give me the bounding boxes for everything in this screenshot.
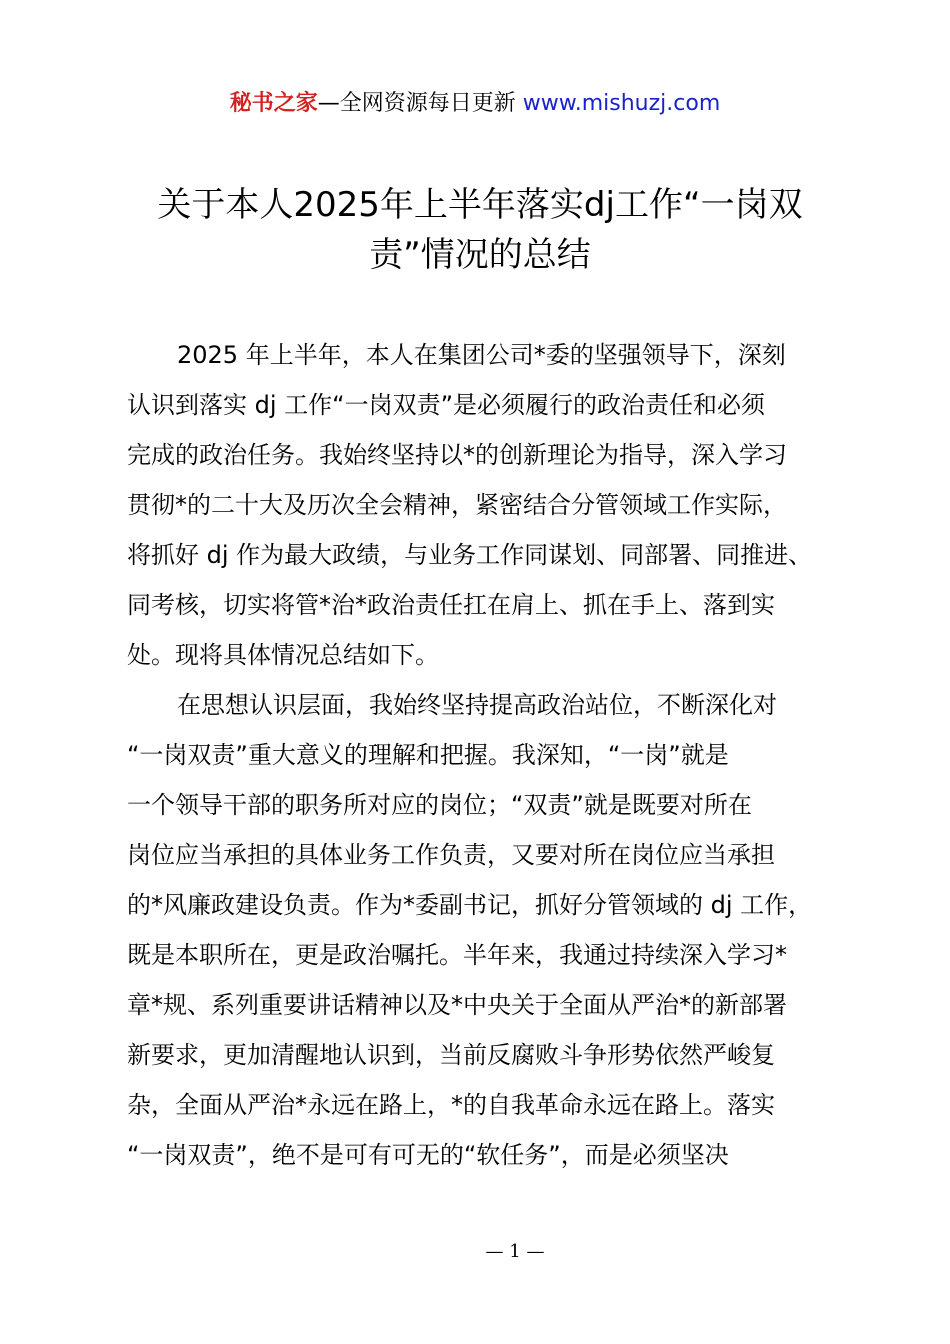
paragraph-1-line: 完成的政治任务。我始终坚持以*的创新理论为指导，深入学习 xyxy=(127,441,787,469)
paragraph-1-line: 认识到落实 dj 工作“一岗双责”是必须履行的政治责任和必须 xyxy=(127,391,766,419)
title-line: 责”情况的总结 xyxy=(369,235,591,275)
brand-name: 秘书之家 xyxy=(229,91,318,116)
paragraph-1-line: 处。现将具体情况总结如下。 xyxy=(127,641,439,669)
document-title xyxy=(120,180,840,280)
paragraph-1-line: 将抓好 dj 作为最大政绩，与业务工作同谋划、同部署、同推进、 xyxy=(127,541,813,569)
paragraph-2-line: 杂，全面从严治*永远在路上，*的自我革命永远在路上。落实 xyxy=(127,1091,775,1119)
paragraph-1-line: 同考核，切实将管*治*政治责任扛在肩上、抓在手上、落到实 xyxy=(127,591,775,619)
header-tagline: —全网资源每日更新 xyxy=(317,91,523,116)
page-number: — 1 — xyxy=(485,1241,545,1262)
site-url-link[interactable]: www.mishuzj.com xyxy=(522,91,721,116)
paragraph-2-line: 的*风廉政建设负责。作为*委副书记，抓好分管领域的 dj 工作， xyxy=(127,891,813,919)
document-body xyxy=(127,330,857,1180)
paragraph-2-line: 岗位应当承担的具体业务工作负责，又要对所在岗位应当承担 xyxy=(127,841,775,869)
paragraph-2-line: 章*规、系列重要讲话精神以及*中央关于全面从严治*的新部署 xyxy=(127,991,787,1019)
paragraph-1-line: 2025 年上半年，本人在集团公司*委的坚强领导下，深刻 xyxy=(177,341,786,369)
paragraph-2-line: “一岗双责”重大意义的理解和把握。我深知，“一岗”就是 xyxy=(127,741,729,769)
paragraph-2-line: “一岗双责”，绝不是可有可无的“软任务”，而是必须坚决 xyxy=(127,1141,729,1169)
paragraph-2-line: 在思想认识层面，我始终坚持提高政治站位，不断深化对 xyxy=(177,691,777,719)
title-line: 关于本人2025年上半年落实dj工作“一岗双 xyxy=(157,185,803,225)
site-header xyxy=(0,88,950,120)
paragraph-2-line: 既是本职所在，更是政治嘱托。半年来，我通过持续深入学习* xyxy=(127,941,787,969)
paragraph-1-line: 贯彻*的二十大及历次全会精神，紧密结合分管领域工作实际， xyxy=(127,491,787,519)
paragraph-2-line: 一个领导干部的职务所对应的岗位；“双责”就是既要对所在 xyxy=(127,791,752,819)
paragraph-2-line: 新要求，更加清醒地认识到，当前反腐败斗争形势依然严峻复 xyxy=(127,1041,775,1069)
